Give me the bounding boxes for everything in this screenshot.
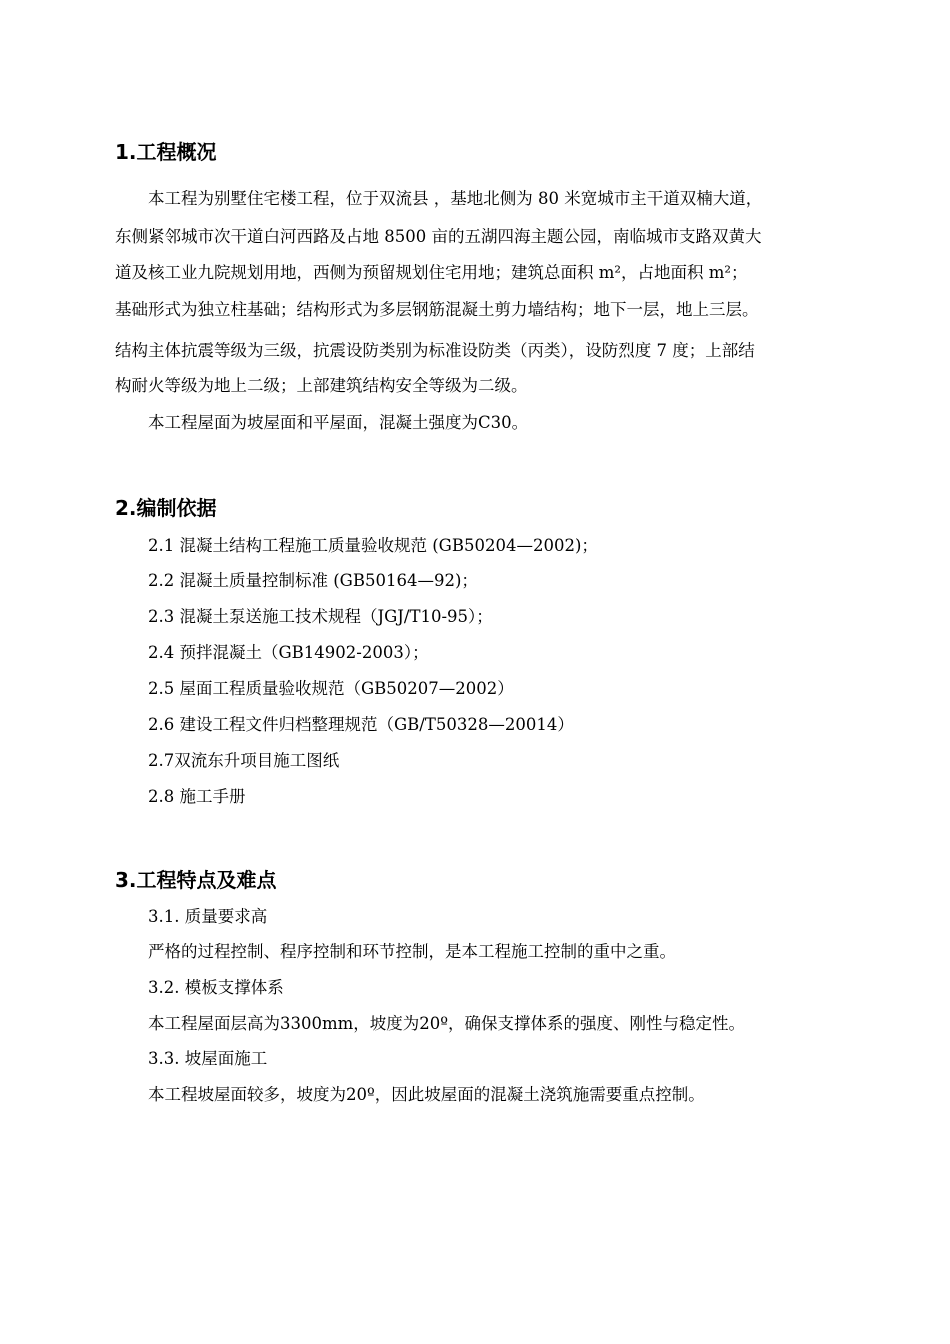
feature-subtitle-roof: 3.3. 坡屋面施工 [148, 1049, 268, 1068]
basis-item: 2.5 屋面工程质量验收规范（GB50207—2002） [148, 679, 514, 698]
overview-line-5: 结构主体抗震等级为三级，抗震设防类别为标准设防类（丙类），设防烈度 7 度；上部结 [115, 341, 755, 360]
overview-line-6: 构耐火等级为地上二级；上部建筑结构安全等级为二级。 [115, 376, 528, 395]
section-heading-overview: 1.工程概况 [115, 140, 217, 164]
feature-subtitle-quality: 3.1. 质量要求高 [148, 907, 268, 926]
basis-item: 2.4 预拌混凝土（GB14902-2003）； [148, 643, 429, 662]
basis-item: 2.2 混凝土质量控制标准 (GB50164—92)； [148, 571, 478, 590]
basis-item: 2.8 施工手册 [148, 787, 246, 806]
feature-text-roof: 本工程坡屋面较多，坡度为20º，因此坡屋面的混凝土浇筑施需要重点控制。 [148, 1085, 705, 1104]
feature-subtitle-formwork: 3.2. 模板支撑体系 [148, 978, 284, 997]
section-heading-features: 3.工程特点及难点 [115, 868, 277, 892]
basis-item: 2.7双流东升项目施工图纸 [148, 751, 340, 770]
basis-item: 2.1 混凝土结构工程施工质量验收规范 (GB50204—2002)； [148, 536, 598, 555]
overview-line-1: 本工程为别墅住宅楼工程，位于双流县 ，基地北侧为 80 米宽城市主干道双楠大道， [148, 189, 763, 208]
feature-text-quality: 严格的过程控制、程序控制和环节控制，是本工程施工控制的重中之重。 [148, 942, 676, 961]
overview-line-4: 基础形式为独立柱基础；结构形式为多层钢筋混凝土剪力墙结构；地下一层，地上三层。 [115, 300, 759, 319]
basis-item: 2.3 混凝土泵送施工技术规程（JGJ/T10-95）； [148, 607, 493, 626]
overview-line-2: 东侧紧邻城市次干道白河西路及占地 8500 亩的五湖四海主题公园，南临城市支路双黄大 [115, 227, 762, 246]
overview-roof-paragraph: 本工程屋面为坡屋面和平屋面，混凝土强度为C30。 [148, 413, 529, 432]
section-heading-basis: 2.编制依据 [115, 496, 217, 520]
overview-line-3: 道及核工业九院规划用地，西侧为预留规划住宅用地；建筑总面积 m²，占地面积 m²； [115, 263, 748, 282]
basis-item: 2.6 建设工程文件归档整理规范（GB/T50328—20014） [148, 715, 574, 734]
feature-text-formwork: 本工程屋面层高为3300mm，坡度为20º，确保支撑体系的强度、刚性与稳定性。 [148, 1014, 746, 1033]
